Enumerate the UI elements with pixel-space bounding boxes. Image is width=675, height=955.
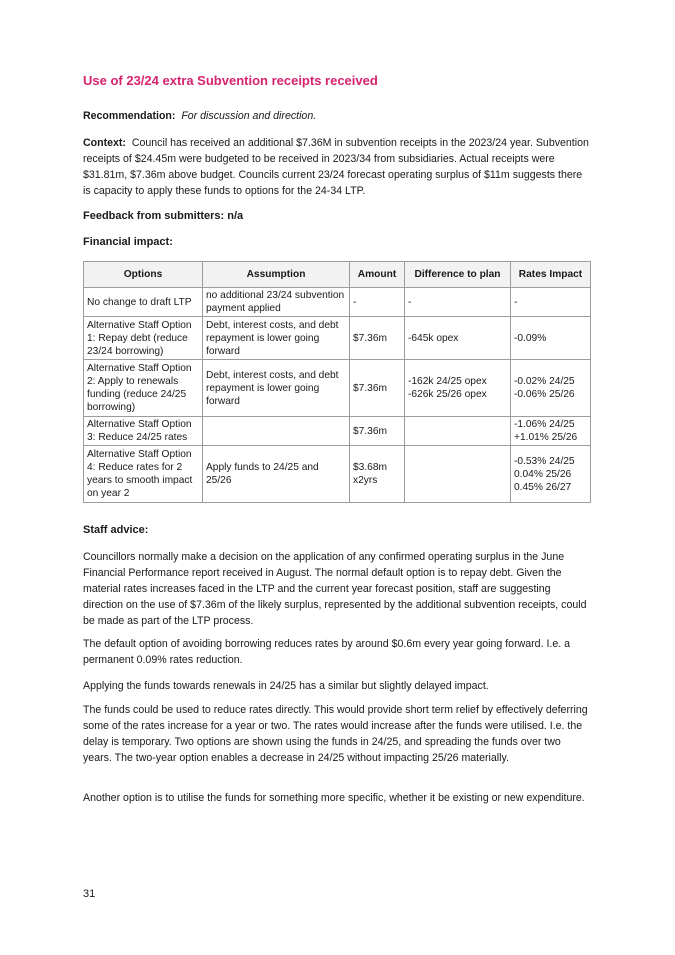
staff-advice-paragraph: The funds could be used to reduce rates directly. This would provide short term relief by effectively deferring some of the rates increase for a year or two. The rates would increase after the funds were utilised. I.e. the delay is temporary. Two options are shown using the funds in 24/25, and spreading the funds over two years. The two-year option enables a decrease in 24/25 without impacting 25/26 materially. [83, 704, 588, 764]
recommendation [83, 108, 591, 124]
staff-advice-paragraph: Another option is to utilise the funds for something more specific, whether it be existing or new expenditure. [83, 792, 585, 804]
assumption-cell: Apply funds to 24/25 and 25/26 [203, 446, 350, 503]
page-title: Use of 23/24 extra Subvention receipts received [83, 73, 378, 88]
difference-cell: -645k opex [405, 317, 511, 360]
header-amount: Amount [350, 262, 405, 288]
recommendation-label: Recommendation: [83, 110, 176, 122]
option-cell: No change to draft LTP [84, 288, 203, 317]
staff-advice-paragraph: The default option of avoiding borrowing reduces rates by around $0.6m every year going forward. I.e. a permanent 0.09% rates reduction. [83, 638, 571, 666]
table-header-row [84, 262, 591, 288]
option-cell: Alternative Staff Option 1: Repay debt (reduce 23/24 borrowing) [84, 317, 203, 360]
amount-line: $3.68m [353, 462, 387, 473]
staff-advice-heading: Staff advice: [83, 524, 149, 536]
table-row [84, 446, 591, 503]
feedback-heading: Feedback from submitters: n/a [83, 210, 244, 222]
page-number: 31 [83, 888, 96, 900]
financial-impact-heading: Financial impact: [83, 236, 173, 248]
amount-cell: $7.36m [350, 417, 405, 446]
rates-line: +1.01% 25/26 [514, 432, 578, 443]
table-row [84, 288, 591, 317]
option-cell: Alternative Staff Option 4: Reduce rates for 2 years to smooth impact on year 2 [84, 446, 203, 503]
amount-cell: $7.36m [350, 360, 405, 417]
context [83, 135, 591, 199]
rates-line: -0.02% 24/25 [514, 376, 575, 387]
recommendation-text: For discussion and direction. [181, 110, 317, 122]
context-label: Context: [83, 137, 126, 149]
amount-cell: $7.36m [350, 317, 405, 360]
assumption-cell: Debt, interest costs, and debt repayment is lower going forward [203, 317, 350, 360]
option-cell: Alternative Staff Option 2: Apply to renewals funding (reduce 24/25 borrowing) [84, 360, 203, 417]
header-rates-impact: Rates Impact [511, 262, 591, 288]
assumption-cell: no additional 23/24 subvention payment applied [203, 288, 350, 317]
rates-line: 0.04% 25/26 [514, 468, 572, 480]
table-row [84, 317, 591, 360]
rates-line: -0.06% 25/26 [514, 389, 575, 400]
staff-advice-paragraph: Applying the funds towards renewals in 24/25 has a similar but slightly delayed impact. [83, 680, 489, 692]
financial-impact-table [83, 261, 591, 503]
amount-cell [350, 446, 405, 503]
header-difference: Difference to plan [405, 262, 511, 288]
rates-cell: - [511, 288, 591, 317]
assumption-cell [203, 417, 350, 446]
staff-advice-paragraph: Councillors normally make a decision on the application of any confirmed operating surplus in the June Financial Performance report received in August. The normal default option is to repay debt. Given the material rates increases faced in the LTP and the current year forecast position, staff are suggesting direction on the use of $7.36m of the likely surplus, represented by the additional subvention receipts, could be made as part of the LTP process. [83, 551, 587, 627]
rates-cell [511, 417, 591, 446]
rates-line: 0.45% 26/27 [514, 481, 572, 493]
difference-cell [405, 446, 511, 503]
rates-cell [511, 446, 591, 503]
rates-cell: -0.09% [511, 317, 591, 360]
amount-line: x2yrs [353, 475, 378, 486]
rates-line: -0.53% 24/25 [514, 455, 575, 467]
rates-line: -1.06% 24/25 [514, 419, 575, 430]
header-assumption: Assumption [203, 262, 350, 288]
amount-cell: - [350, 288, 405, 317]
rates-cell [511, 360, 591, 417]
difference-cell [405, 417, 511, 446]
context-text: Council has received an additional $7.36M in subvention receipts in the 2023/24 year. Subvention receipts of $24.45m were budgeted to be received in 2023/34 from subsidiaries. Actual receipts were $31.81m, $7.36m above budget. Councils current 23/24 forecast operating surplus of $11m suggests there is capacity to apply these funds to options for the 24-34 LTP. [83, 137, 589, 197]
difference-cell [405, 360, 511, 417]
difference-line: -162k 24/25 opex [408, 376, 487, 387]
difference-line: -626k 25/26 opex [408, 389, 487, 400]
difference-cell: - [405, 288, 511, 317]
table-row [84, 360, 591, 417]
assumption-cell: Debt, interest costs, and debt repayment is lower going forward [203, 360, 350, 417]
header-options: Options [84, 262, 203, 288]
option-cell: Alternative Staff Option 3: Reduce 24/25 rates [84, 417, 203, 446]
table-row [84, 417, 591, 446]
